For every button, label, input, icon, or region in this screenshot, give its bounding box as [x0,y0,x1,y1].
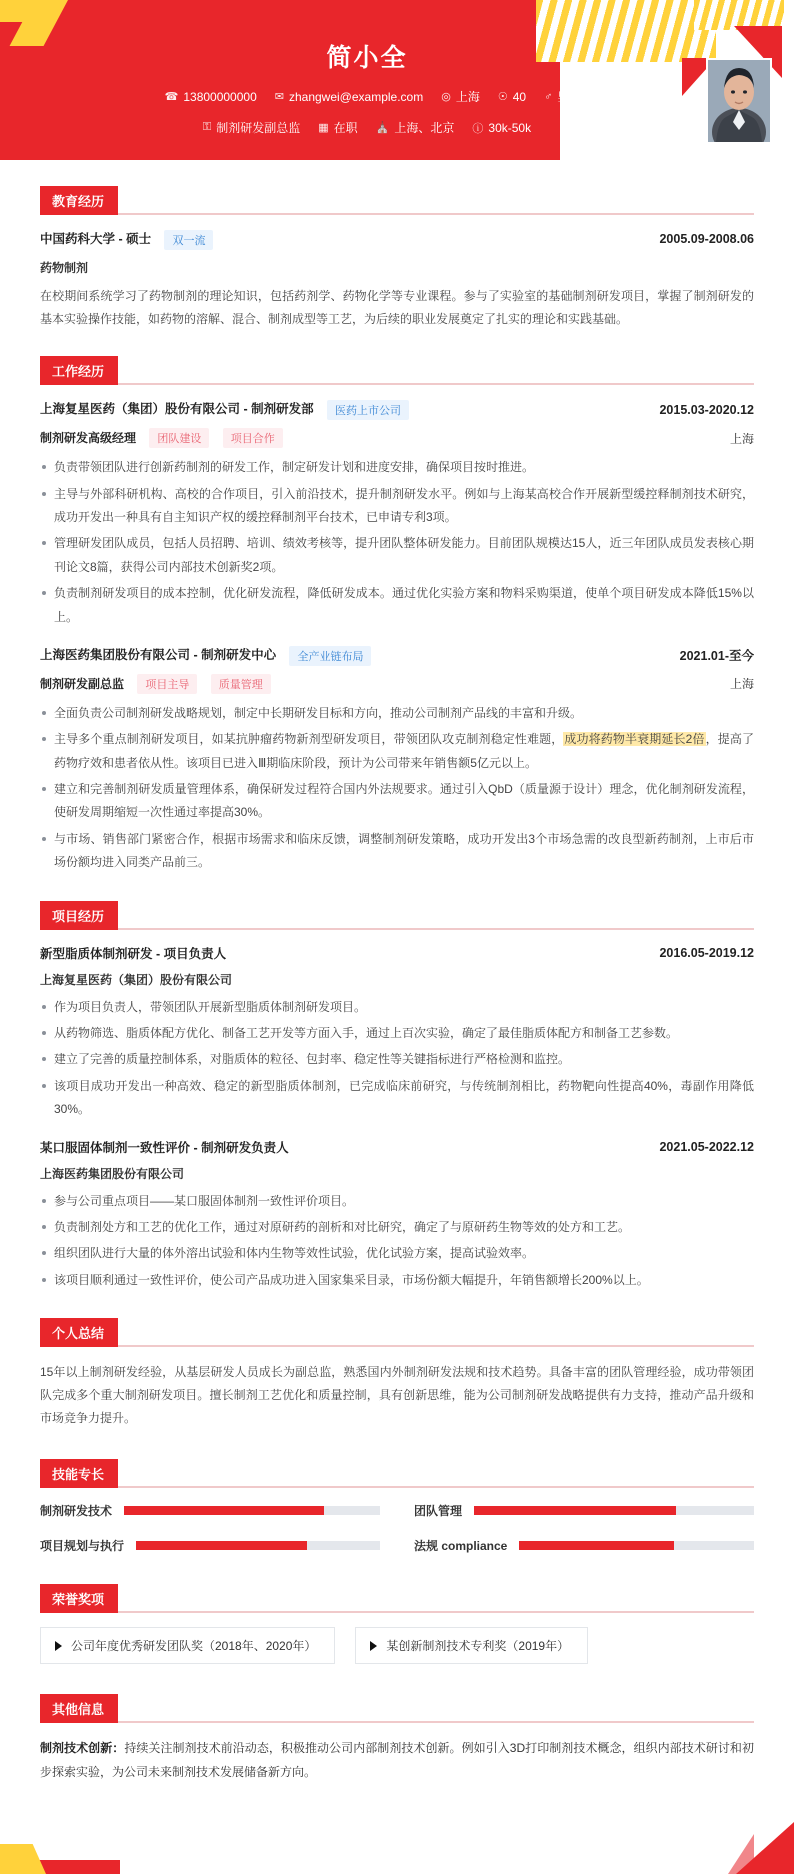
section-title-skills: 技能专长 [40,1459,118,1488]
skill-bar [136,1541,380,1550]
project-item [40,1138,754,1293]
salary-icon: ⓘ [472,122,484,135]
contact-salary-text: 30k-50k [488,120,532,135]
contact-location [441,88,480,105]
work-role: 制剂研发高级经理 [40,431,137,446]
list-item: 负责制剂处方和工艺的优化工作，通过对原研药的剖析和对比研究，确定了与原研药生物等效的处方和工艺。 [40,1216,754,1239]
project-company: 上海复星医药（集团）股份有限公司 [40,972,233,987]
project-company: 上海医药集团股份有限公司 [40,1166,185,1181]
skill-bar-fill [474,1506,676,1515]
contact-status [318,119,357,136]
project-name: 某口服固体制剂一致性评价 - 制剂研发负责人 [40,1140,289,1155]
project-date: 2016.05-2019.12 [659,945,754,960]
section-title-other: 其他信息 [40,1694,118,1723]
gender-icon: ♂ [544,90,553,103]
skill-item [40,1537,380,1554]
work-company-line [40,645,371,666]
skill-bar [124,1506,380,1515]
work-bullets [40,702,754,875]
work-company: 上海医药集团股份有限公司 - 制剂研发中心 [40,647,277,662]
contact-age-text: 40 [512,89,527,104]
footer-red-triangle [736,1822,794,1874]
list-item: 主导与外部科研机构、高校的合作项目，引入前沿技术，提升制剂研发水平。例如与上海某高校合作开展新型缓控释制剂技术研究，成功开发出一种具有自主知识产权的缓控释制剂平台技术，已申请专利3项。 [40,483,754,530]
resume-header [0,0,794,160]
work-item [40,399,754,629]
skill-label: 项目规划与执行 [40,1539,125,1554]
list-item: 建立和完善制剂研发质量管理体系，确保研发过程符合国内外法规要求。通过引入QbD（质量源于设计）理念，优化制剂研发流程，使研发周期缩短一次性通过率提高30%。 [40,778,754,825]
work-role: 制剂研发副总监 [40,676,125,691]
work-role-tag-1: 团队建设 [149,428,209,448]
resume-body [0,186,794,1814]
honor-item [40,1627,335,1664]
contact-row-2 [0,119,794,136]
education-school-line [40,229,213,250]
work-company-line [40,399,409,420]
list-item: 从药物筛选、脂质体配方优化、制备工艺开发等方面入手，通过上百次实验，确定了最佳脂质体配方和制备工艺参数。 [40,1022,754,1045]
section-title-work: 工作经历 [40,356,118,385]
decor-circle [691,100,698,107]
skill-item [40,1502,380,1519]
work-date: 2015.03-2020.12 [659,402,754,417]
education-tag: 双一流 [164,230,213,250]
skills-grid [40,1502,754,1554]
contact-location-text: 上海 [455,90,480,104]
work-company-tag: 医药上市公司 [327,400,409,420]
work-role-tag-2: 项目合作 [223,428,283,448]
skill-bar-fill [519,1541,674,1550]
triangle-icon [55,1641,62,1651]
section-title-honors: 荣誉奖项 [40,1584,118,1613]
skill-bar [519,1541,754,1550]
work-role-tag-2: 质量管理 [211,674,271,694]
list-item: 与市场、销售部门紧密合作，根据市场需求和临床反馈，调整制剂研发策略，成功开发出3个市场急需的改良型新药制剂，上市后市场份额均进入同类产品前三。 [40,828,754,875]
mail-icon: ✉ [274,91,284,103]
section-header-honors [40,1584,754,1613]
footer-yellow-shape [0,1844,46,1874]
contact-gender [544,88,569,105]
list-item: 建立了完善的质量控制体系，对脂质体的粒径、包封率、稳定性等关键指标进行严格检测和监控。 [40,1048,754,1071]
avatar [706,58,772,144]
honors-list [40,1627,754,1664]
contact-email-text: zhangwei@example.com [288,89,424,104]
section-title-summary: 个人总结 [40,1318,118,1347]
work-item [40,645,754,875]
work-role-line [40,428,283,448]
section-header-education [40,186,754,215]
education-description: 在校期间系统学习了药物制剂的理论知识，包括药剂学、药物化学等专业课程。参与了实验室的基础制剂研发项目，掌握了制剂研发的基本实验操作技能，如药物的溶解、混合、制剂成型等工艺，为后续的职业发展奠定了扎实的理论和实践基础。 [40,288,754,326]
education-school: 中国药科大学 - 硕士 [40,232,152,246]
list-item: 组织团队进行大量的体外溶出试验和体内生物等效性试验，优化试验方案，提高试验效率。 [40,1242,754,1265]
contact-phone [165,90,257,104]
work-company-tag: 全产业链布局 [289,646,371,666]
honor-item [355,1627,588,1664]
contact-status-text: 在职 [333,121,358,135]
skill-bar [474,1506,754,1515]
list-item: 该项目顺利通过一致性评价，使公司产品成功进入国家集采目录，市场份额大幅提升，年销售额增长200%以上。 [40,1269,754,1292]
project-bullets [40,1190,754,1293]
age-icon: ☉ [497,91,508,103]
section-header-work [40,356,754,385]
work-date: 2021.01-至今 [679,649,754,664]
project-bullets [40,996,754,1122]
work-location: 上海 [729,431,754,446]
education-major: 药物制剂 [40,260,89,275]
work-role-tag-1: 项目主导 [137,674,197,694]
list-item: 全面负责公司制剂研发战略规划，制定中长期研发目标和方向，推动公司制剂产品线的丰富和升级。 [40,702,754,725]
skill-bar-fill [136,1541,307,1550]
other-text: 持续关注制剂技术前沿动态，积极推动公司内部制剂技术创新。例如引入3D打印制剂技术概念，组织内部技术研讨和初步探索实验，为公司未来制剂技术发展储备新方向。 [40,1741,754,1779]
section-header-projects [40,901,754,930]
triangle-icon [370,1641,377,1651]
contact-row-1 [0,88,794,105]
project-date: 2021.05-2022.12 [659,1139,754,1154]
contact-position-text: 制剂研发副总监 [216,121,301,135]
status-icon: ▦ [318,122,329,134]
list-item: 作为项目负责人，带领团队开展新型脂质体制剂研发项目。 [40,996,754,1019]
section-title-education: 教育经历 [40,186,118,215]
page-title: 简小全 [326,44,408,72]
city-icon: ⛪ [375,122,390,134]
contact-cities-text: 上海、北京 [394,121,455,135]
section-header-other [40,1694,754,1723]
contact-email [275,90,423,104]
list-item: 参与公司重点项目——某口服固体制剂一致性评价项目。 [40,1190,754,1213]
skill-item [414,1537,754,1554]
contact-age [498,90,526,104]
contact-gender-text: 男 [557,90,570,104]
project-name: 新型脂质体制剂研发 - 项目负责人 [40,946,227,961]
list-item: 管理研发团队成员，包括人员招聘、培训、绩效考核等，提升团队整体研发能力。目前团队规模达15人，近三年团队成员发表核心期刊论文8篇，获得公司内部技术创新奖2项。 [40,532,754,579]
contact-cities [376,119,455,136]
honor-text: 公司年度优秀研发团队奖（2018年、2020年） [71,1639,317,1654]
skill-item [414,1502,754,1519]
footer-decoration [0,1818,794,1874]
skill-label: 制剂研发技术 [40,1504,113,1519]
other-label: 制剂技术创新： [40,1741,125,1756]
contact-salary [472,120,531,136]
skill-bar-fill [124,1506,324,1515]
honor-text: 某创新制剂技术专利奖（2019年） [386,1639,570,1654]
summary-text: 15年以上制剂研发经验，从基层研发人员成长为副总监，熟悉国内外制剂研发法规和技术趋势。具备丰富的团队管理经验，成功带领团队完成多个重大制剂研发项目。擅长制剂工艺优化和质量控制，具有创新思维，能为公司制剂研发战略提供有力支持，推动产品升级和市场竞争力提升。 [40,1365,754,1425]
list-item: 负责制剂研发项目的成本控制，优化研发流程，降低研发成本。通过优化实验方案和物料采购渠道，使单个项目研发成本降低15%以上。 [40,582,754,629]
list-item: 负责带领团队进行创新药制剂的研发工作，制定研发计划和进度安排，确保项目按时推进。 [40,456,754,479]
education-date: 2005.09-2008.06 [659,232,754,247]
skill-label: 法规 compliance [414,1539,508,1554]
section-header-summary [40,1318,754,1347]
work-location: 上海 [729,677,754,692]
work-company: 上海复星医药（集团）股份有限公司 - 制剂研发部 [40,402,314,417]
phone-icon: ☎ [164,91,179,103]
contact-position [203,119,300,136]
work-role-line [40,674,271,694]
education-item [40,229,754,330]
list-item: 主导多个重点制剂研发项目，如某抗肿瘤药物新剂型研发项目，带领团队攻克制剂稳定性难题，成功将药物半衰期延长2倍，提高了药物疗效和患者依从性。该项目已进入Ⅲ期临床阶段，预计为公司带来年销售额5亿元以上。 [40,728,754,775]
section-header-skills [40,1459,754,1488]
work-bullets [40,456,754,629]
skill-label: 团队管理 [414,1504,463,1519]
project-item [40,944,754,1122]
briefcase-icon: ⚿ [202,121,212,133]
contact-phone-text: 13800000000 [183,89,257,104]
list-item: 该项目成功开发出一种高效、稳定的新型脂质体制剂，已完成临床前研究，与传统制剂相比，药物靶向性提高40%，毒副作用降低30%。 [40,1075,754,1122]
location-icon: ◎ [441,91,451,103]
other-info [40,1737,754,1784]
section-title-projects: 项目经历 [40,901,118,930]
